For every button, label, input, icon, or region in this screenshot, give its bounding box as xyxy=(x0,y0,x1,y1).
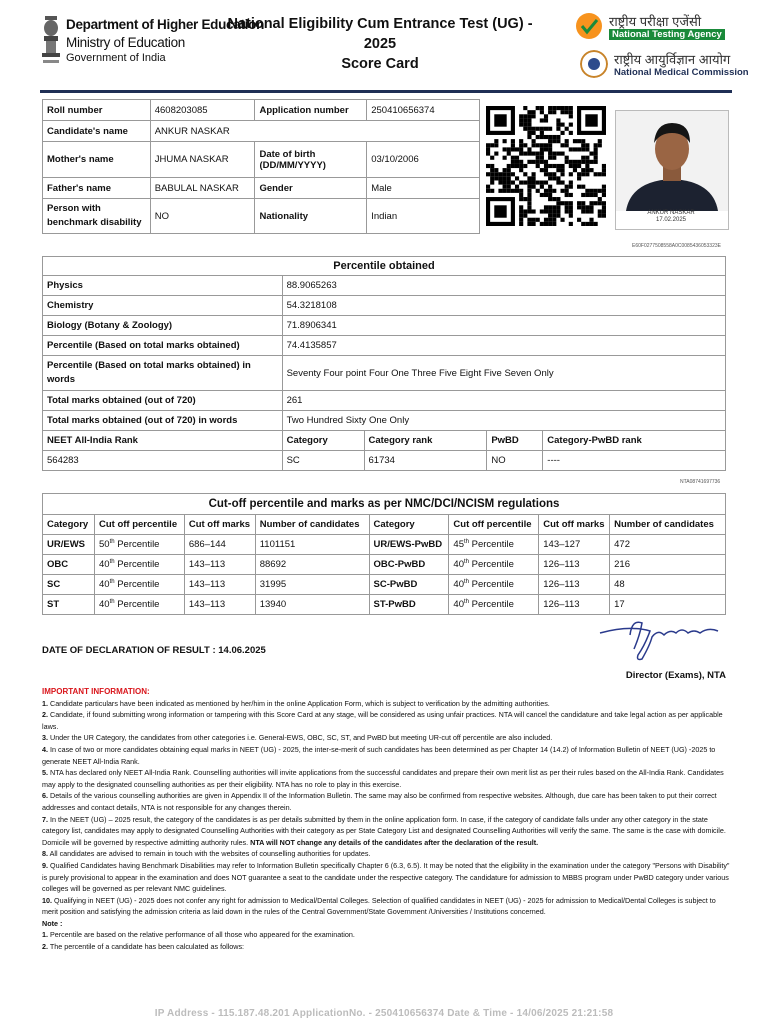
gender-label: Gender xyxy=(255,178,367,199)
row-label: Percentile (Based on total marks obtained) xyxy=(43,336,283,356)
row-value: 88.9065263 xyxy=(282,276,725,296)
director-title: Director (Exams), NTA xyxy=(625,670,726,681)
row-value: Two Hundred Sixty One Only xyxy=(282,411,725,431)
row-label: Chemistry xyxy=(43,296,283,316)
table-cell: 143–113 xyxy=(184,595,255,615)
dept-line2: Ministry of Education xyxy=(66,35,186,50)
mother-value: JHUMA NASKAR xyxy=(150,142,255,178)
verification-code: E60F0277508558A0C0085436053323E xyxy=(632,243,721,249)
table-row xyxy=(43,121,480,142)
candidate-portrait-icon xyxy=(616,111,728,211)
declaration-date: DATE OF DECLARATION OF RESULT : 14.06.2025 xyxy=(42,645,266,656)
row-value: Seventy Four point Four One Three Five Eight Five Seven Only xyxy=(282,356,725,391)
table-row xyxy=(43,257,726,276)
info-item: 2. The percentile of a candidate has been calculated as follows: xyxy=(42,942,245,952)
roll-label: Roll number xyxy=(43,100,151,121)
table-row xyxy=(43,595,726,615)
director-signature xyxy=(590,615,730,665)
table-row xyxy=(43,142,480,178)
table-row xyxy=(43,178,480,199)
table-cell: 126–113 xyxy=(539,595,610,615)
table-row xyxy=(43,555,726,575)
dept-line1: Department of Higher Education xyxy=(66,17,265,32)
rank-value: 564283 xyxy=(43,451,283,471)
row-value: 261 xyxy=(282,391,725,411)
row-label: Biology (Botany & Zoology) xyxy=(43,316,283,336)
row-value: 74.4135857 xyxy=(282,336,725,356)
qr-code xyxy=(486,106,606,226)
rank-label: NEET All-India Rank xyxy=(43,431,283,451)
table-cell: 472 xyxy=(610,535,726,555)
column-header: Cut off marks xyxy=(539,515,610,535)
pwbd-value: NO xyxy=(487,451,543,471)
dept-line3: Government of India xyxy=(66,52,166,64)
column-header: Category xyxy=(43,515,95,535)
table-row xyxy=(43,356,726,391)
table-row xyxy=(43,494,726,515)
table-row xyxy=(43,515,726,535)
nationality-value: Indian xyxy=(367,199,480,234)
name-value: ANKUR NASKAR xyxy=(150,121,479,142)
table-cell: 40th Percentile xyxy=(94,575,184,595)
table-row xyxy=(43,411,726,431)
table-cell: 143–113 xyxy=(184,575,255,595)
info-item: 8. All candidates are advised to remain in touch with the websites of counselling authorities for updates. xyxy=(42,849,371,859)
photo-name: ANKUR NASKAR xyxy=(647,210,695,216)
nationality-label: Nationality xyxy=(255,199,367,234)
app-label: Application number xyxy=(255,100,367,121)
info-item: 3. Under the UR Category, the candidates from other categories i.e. General-EWS, OBC, SC, ST, and PwBD but meeting UR-cut off percentile are also included. xyxy=(42,733,553,743)
gender-value: Male xyxy=(367,178,480,199)
table-row xyxy=(43,199,480,234)
nta-english: National Testing Agency xyxy=(609,29,725,40)
title-line2: Score Card xyxy=(341,56,419,72)
category-value: SC xyxy=(282,451,364,471)
nmc-english: National Medical Commission xyxy=(614,67,749,78)
nta-logo xyxy=(575,12,735,48)
info-item: 9. Qualified Candidates having Benchmark Disabilities may refer to Information Bulletin specifically Chapter 6 (6.3, 6.5). It may be noted that the eligibility in the examination under the category "Persons with Disability" is purely provisional to appear in the examination and does NOT guarantee a seat to the candidate under the respective category. The candidature for admission to MBBS program under PwBD category under various colleges will be governed as per relevant NMC guidelines. xyxy=(42,860,730,894)
important-heading: IMPORTANT INFORMATION: xyxy=(42,687,150,696)
mother-label: Mother's name xyxy=(43,142,151,178)
table-cell: 88692 xyxy=(255,555,369,575)
info-item: 1. Candidate particulars have been indicated as mentioned by her/him in the online Application Form, which is subject to verification by the admitting authorities. xyxy=(42,698,550,708)
column-header: Number of candidates xyxy=(255,515,369,535)
table-row xyxy=(43,575,726,595)
info-item: Note : xyxy=(42,918,63,928)
app-value: 250410656374 xyxy=(367,100,480,121)
footer-info: IP Address - 115.187.48.201 ApplicationNo. - 250410656374 Date & Time - 14/06/2025 21:21:58 xyxy=(154,1008,614,1019)
nta-hindi: राष्ट्रीय परीक्षा एजेंसी xyxy=(609,14,702,29)
cutoff-table xyxy=(42,493,726,615)
row-label: Total marks obtained (out of 720) in words xyxy=(43,411,283,431)
row-value: 54.3218108 xyxy=(282,296,725,316)
dob-value: 03/10/2006 xyxy=(367,142,480,178)
table-cell: 40th Percentile xyxy=(94,595,184,615)
column-header: Cut off marks xyxy=(184,515,255,535)
row-label: Percentile (Based on total marks obtained) in words xyxy=(43,356,283,391)
row-label: Physics xyxy=(43,276,283,296)
nta-emblem-icon xyxy=(575,12,603,40)
roll-value: 4608203085 xyxy=(150,100,255,121)
table-row xyxy=(43,100,480,121)
percentile-table xyxy=(42,256,726,471)
table-cell: SC-PwBD xyxy=(369,575,449,595)
table-cell: UR/EWS-PwBD xyxy=(369,535,449,555)
table-cell: 686–144 xyxy=(184,535,255,555)
pwbd-rank-label: Category-PwBD rank xyxy=(543,431,726,451)
table-cell: SC xyxy=(43,575,95,595)
table-row xyxy=(43,296,726,316)
title-line1: National Eligibility Cum Entrance Test (UG) - 2025 xyxy=(227,16,533,52)
column-header: Cut off percentile xyxy=(94,515,184,535)
percentile-title: Percentile obtained xyxy=(43,257,726,276)
table-cell: 45th Percentile xyxy=(449,535,539,555)
table-cell: 40th Percentile xyxy=(94,555,184,575)
table-cell: ST-PwBD xyxy=(369,595,449,615)
table-row xyxy=(43,391,726,411)
father-label: Father's name xyxy=(43,178,151,199)
photo-date: 17.02.2025 xyxy=(655,217,687,223)
table-cell: OBC-PwBD xyxy=(369,555,449,575)
column-header: Number of candidates xyxy=(610,515,726,535)
table-cell: 126–113 xyxy=(539,575,610,595)
row-value: 71.8906341 xyxy=(282,316,725,336)
cutoff-title: Cut-off percentile and marks as per NMC/DCI/NCISM regulations xyxy=(43,494,726,515)
table-cell: 13940 xyxy=(255,595,369,615)
education-ministry-block xyxy=(40,14,265,70)
nmc-logo xyxy=(580,50,749,82)
pwd-value: NO xyxy=(150,199,255,234)
cat-rank-label: Category rank xyxy=(364,431,487,451)
cat-rank-value: 61734 xyxy=(364,451,487,471)
info-item: 6. Details of the various counselling authorities are given in Appendix II of the Information Bulletin. The same may also be confirmed from respective websites. Although, due care has been taken to put their correct addresses and contact details, NTA is not responsible for any changes therein. xyxy=(42,791,717,812)
table-cell: 40th Percentile xyxy=(449,555,539,575)
photo-caption xyxy=(615,210,727,224)
table-cell: OBC xyxy=(43,555,95,575)
table-cell: 40th Percentile xyxy=(449,595,539,615)
column-header: Cut off percentile xyxy=(449,515,539,535)
column-header: Category xyxy=(369,515,449,535)
candidate-info-table xyxy=(42,99,480,234)
table-cell: 126–113 xyxy=(539,555,610,575)
table-cell: 143–113 xyxy=(184,555,255,575)
nmc-emblem-icon xyxy=(580,50,608,78)
table-row xyxy=(43,336,726,356)
table-row xyxy=(43,535,726,555)
reference-code: NTA08741697736 xyxy=(680,479,721,485)
name-label: Candidate's name xyxy=(43,121,151,142)
table-row xyxy=(43,276,726,296)
pwd-label: Person with benchmark disability xyxy=(43,199,151,234)
pwbd-label: PwBD xyxy=(487,431,543,451)
table-cell: 31995 xyxy=(255,575,369,595)
table-cell: 216 xyxy=(610,555,726,575)
table-cell: 1101151 xyxy=(255,535,369,555)
table-row xyxy=(43,431,726,451)
table-cell: 143–127 xyxy=(539,535,610,555)
table-cell: 50th Percentile xyxy=(94,535,184,555)
table-cell: 40th Percentile xyxy=(449,575,539,595)
header-divider xyxy=(40,90,732,93)
row-label: Total marks obtained (out of 720) xyxy=(43,391,283,411)
table-cell: 17 xyxy=(610,595,726,615)
info-item: 1. Percentile are based on the relative performance of all those who appeared for the examination. xyxy=(42,930,355,940)
table-cell: 48 xyxy=(610,575,726,595)
pwbd-rank-value: ---- xyxy=(543,451,726,471)
page-title xyxy=(215,14,545,74)
father-value: BABULAL NASKAR xyxy=(150,178,255,199)
table-cell: ST xyxy=(43,595,95,615)
info-item: 4. In case of two or more candidates obtaining equal marks in NEET (UG) - 2025, the inter-se-merit of such candidates has been determined as per Chapter 14 (14.2) of Information Bulletin of NEET (UG) -2025 to generate NEET All-India Rank. xyxy=(42,744,716,766)
table-row xyxy=(43,316,726,336)
dob-label: Date of birth (DD/MM/YYYY) xyxy=(255,142,367,178)
table-row xyxy=(43,451,726,471)
national-emblem-icon xyxy=(40,14,62,68)
info-item: 2. Candidate, if found submitting wrong information or tampering with this Score Card at any stage, will be considered as using unfair practices. NTA will cancel the candidature and take legal action as per applicable laws. xyxy=(42,710,723,731)
category-label: Category xyxy=(282,431,364,451)
info-item: 7. In the NEET (UG) – 2025 result, the category of the candidates is as per details submitted by them in the online application form. In case, if the category of candidate falls under any other category in the state category list, candidates may apply to designated Counselling Authorities with their category as per State Category List and designated Counselling Authorities will verify the same. The same is the case with domicile. Domicile will be governed by respective admitting authority rules. NTA will NOT change any details of the candidates after the declaration of the result. xyxy=(42,814,726,847)
info-item: 5. NTA has declared only NEET All-India Rank. Counselling authorities will invite applications from the successful candidates and prepare their own merit list as per their rules based on the All-India Rank. Candidates may apply to the designated counselling authorities as per their eligibility. NTA has no role to play in this exercise. xyxy=(42,768,724,789)
nmc-hindi: राष्ट्रीय आयुर्विज्ञान आयोग xyxy=(614,52,731,67)
info-item: 10. Qualifying in NEET (UG) - 2025 does not confer any right for admission to Medical/Dental Colleges. Selection of qualified candidates in NEET (UG) - 2025 for admission to Medical/Dental Colleges is subject to merit position and satisfying the admission criteria as laid down in the rules of the Central Government/State Government /Universities / Institutions concerned. xyxy=(42,895,716,917)
important-information xyxy=(42,686,732,953)
table-cell: UR/EWS xyxy=(43,535,95,555)
